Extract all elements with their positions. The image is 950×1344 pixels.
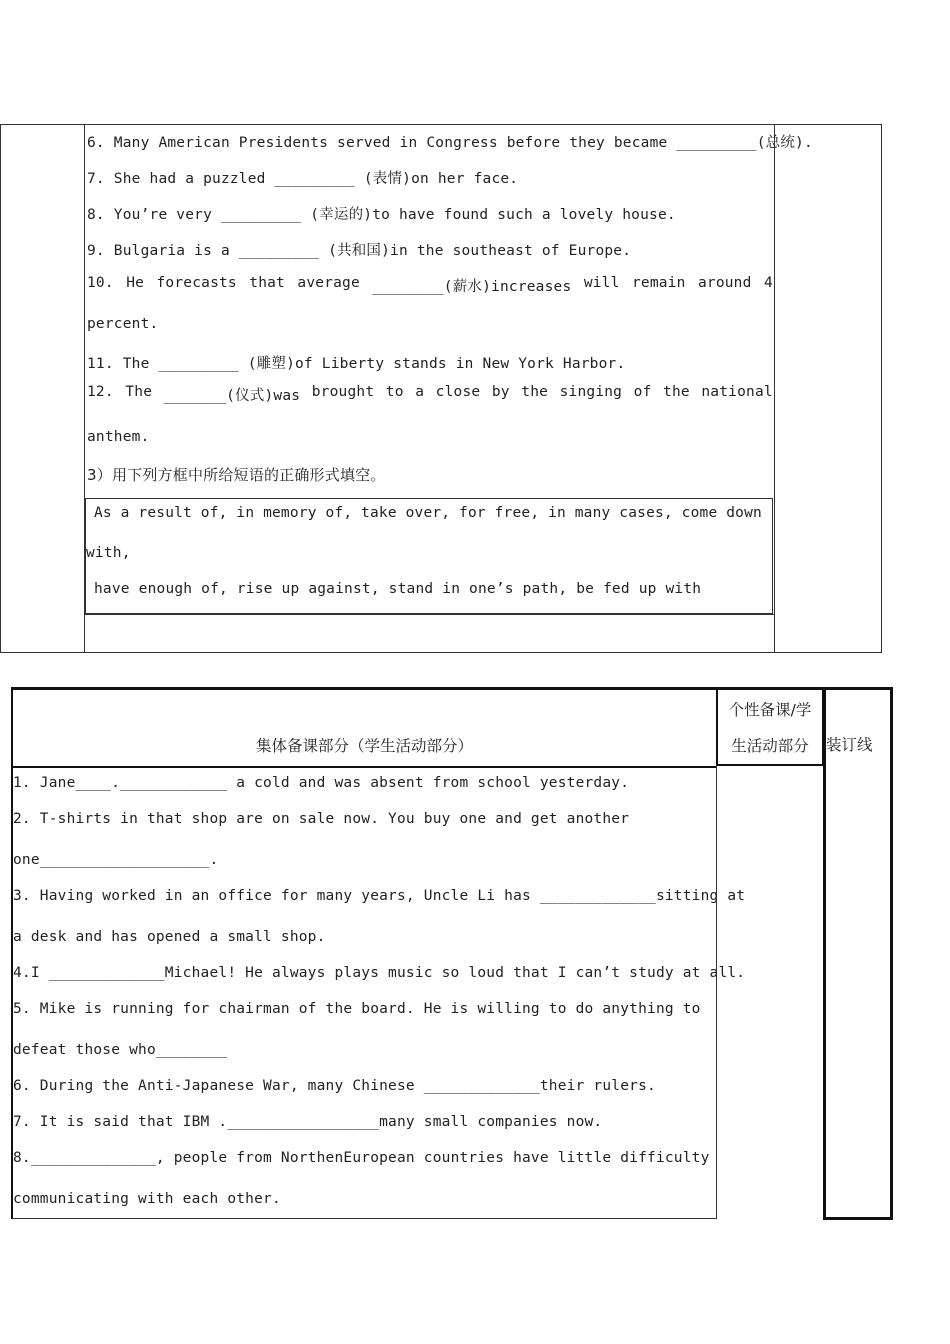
word: memory (263, 505, 317, 521)
word: by (491, 384, 510, 400)
word: in (548, 505, 566, 521)
personal-header-line-1: 个性备课/学 (728, 701, 812, 719)
word: come (681, 505, 718, 521)
word: in (236, 505, 255, 521)
exercise-item-7: 7. She had a puzzled _________ (表情)on her face. (87, 171, 519, 187)
word: brought (311, 384, 375, 400)
word: that (249, 275, 285, 291)
word: a (120, 505, 130, 521)
blank-item-3-cont: a desk and has opened a small shop. (13, 929, 326, 945)
exercise-item-10-cont: percent. (87, 316, 159, 332)
word: take (361, 505, 397, 521)
personal-header-line-2: 生活动部分 (731, 737, 809, 755)
word: ________(薪水)increases (372, 279, 572, 295)
word: 4 (763, 275, 773, 291)
word: the (663, 384, 690, 400)
word: remain (631, 275, 686, 291)
word: He (126, 275, 145, 291)
header-divider (13, 766, 716, 768)
binding-line-column (823, 687, 893, 1220)
phrase-line-3: have enough of, rise up against, stand in one’s path, be fed up with (94, 581, 702, 597)
word: forecasts (156, 275, 237, 291)
word: close (435, 384, 481, 400)
blank-item-1: 1. Jane____.____________ a cold and was absent from school yesterday. (13, 775, 630, 791)
word: 10. (87, 275, 114, 291)
binding-line-label: 装订线 (826, 736, 873, 754)
word: 8.______________, people from Northen (13, 1150, 344, 1166)
word: national (701, 384, 773, 400)
word: result (138, 505, 192, 521)
phrase-line-2: with, (86, 545, 131, 561)
word: of, (325, 505, 353, 521)
word: average (297, 275, 360, 291)
exercise-item-6: 6. Many American Presidents served in Congress before they became _________(总统). (87, 135, 813, 151)
word: down (726, 505, 762, 521)
blank-item-5-cont: defeat those who________ (13, 1042, 228, 1058)
word: free, (494, 505, 540, 521)
blank-item-2-cont: one___________________. (13, 852, 219, 868)
blank-item-3: 3. Having worked in an office for many years, Uncle Li has _____________sitting at (13, 888, 746, 904)
bottom-table (11, 687, 746, 1219)
word: will (583, 275, 620, 291)
blank-item-8-cont: communicating with each other. (13, 1191, 281, 1207)
blank-item-8 (13, 1150, 710, 1166)
phrase-line-1 (94, 505, 762, 521)
word: of (633, 384, 652, 400)
word: over, (405, 505, 451, 521)
word: The (125, 384, 153, 400)
word: 12. (87, 384, 114, 400)
exercise-item-12 (87, 384, 773, 405)
word: cases, (619, 505, 673, 521)
row-divider (85, 614, 775, 615)
personal-prep-header (716, 687, 824, 766)
blank-item-2: 2. T-shirts in that shop are on sale now. You buy one and get another (13, 811, 630, 827)
word: many (574, 505, 611, 521)
exercise-item-8: 8. You’re very _________ (幸运的)to have found such a lovely house. (87, 207, 676, 223)
word: around (697, 275, 752, 291)
personal-prep-column (716, 766, 824, 1219)
word: for (459, 505, 486, 521)
word: _______(仪式)was (163, 388, 301, 404)
word: As (94, 505, 112, 521)
exercise-item-9: 9. Bulgaria is a _________ (共和国)in the southeast of Europe. (87, 243, 632, 259)
word: the (521, 384, 549, 400)
exercise-item-11: 11. The _________ (雕塑)of Liberty stands in New York Harbor. (87, 356, 626, 372)
word: of, (200, 505, 228, 521)
word: European countries have little difficulty (343, 1150, 710, 1166)
word: to (385, 384, 404, 400)
blank-item-6: 6. During the Anti-Japanese War, many Chinese _____________their rulers. (13, 1078, 656, 1094)
phrase-box (85, 498, 773, 614)
blank-item-5: 5. Mike is running for chairman of the board. He is willing to do anything to (13, 1001, 701, 1017)
word: singing (559, 384, 623, 400)
blank-item-7: 7. It is said that IBM ._________________many small companies now. (13, 1114, 603, 1130)
exercise-item-10 (87, 275, 773, 296)
blank-item-4: 4.I _____________Michael! He always plays music so loud that I can’t study at all. (13, 965, 746, 981)
collective-prep-header: 集体备课部分（学生活动部分） (255, 737, 473, 755)
word: a (415, 384, 425, 400)
section-3-instruction: 3）用下列方框中所给短语的正确形式填空。 (87, 466, 386, 484)
top-table (0, 124, 882, 653)
exercise-item-12-cont: anthem. (87, 429, 150, 445)
